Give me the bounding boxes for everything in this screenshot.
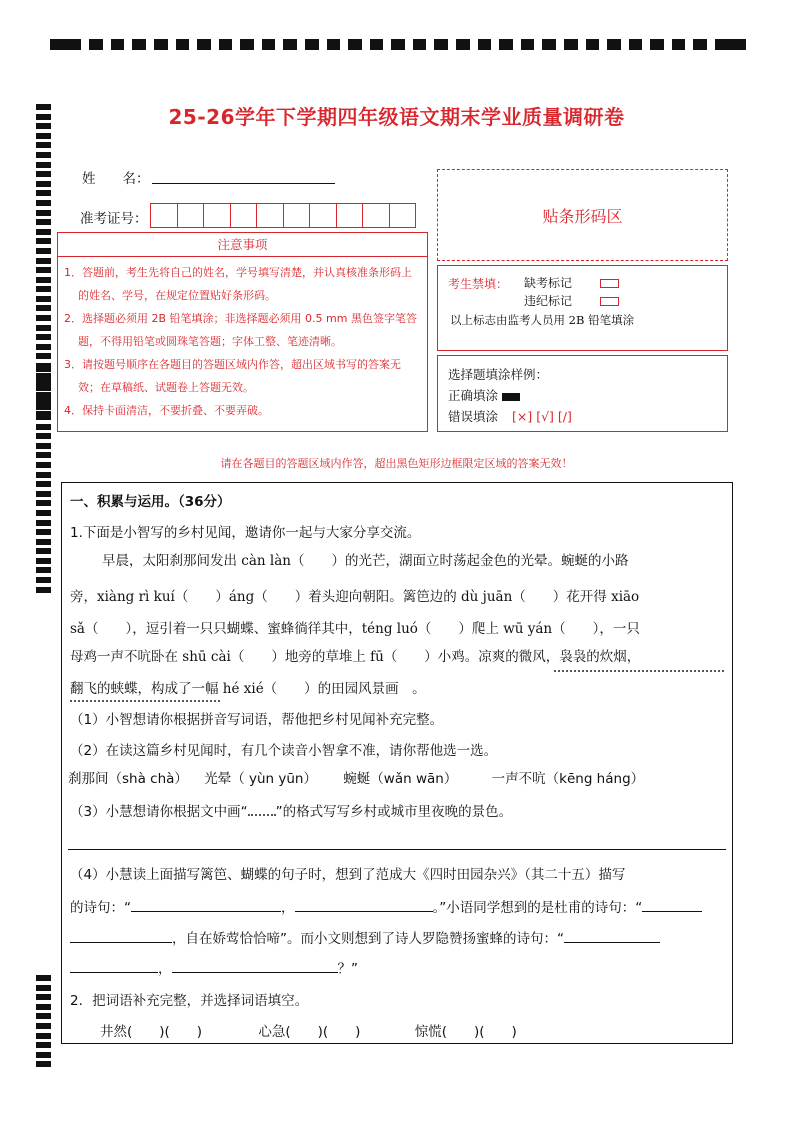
wavy-underline-2 [70, 694, 220, 702]
notice-item-4: 4．保持卡面清洁，不要折叠、不要弄破。 [64, 404, 269, 417]
notice-item-1: 1．答题前，考生先将自己的姓名，学号填写清楚，并认真核准条形码上的姓名、学号，在规定位置贴好条形码。 [64, 266, 412, 302]
poem-blank-1[interactable] [131, 911, 281, 912]
poem-blank-5[interactable] [172, 972, 338, 973]
forbid-note: 以上标志由监考人员用 2B 铅笔填涂 [450, 313, 635, 327]
left-timing-marks-2 [36, 366, 51, 596]
poem-blank-2[interactable] [295, 911, 433, 912]
wavy-sample-mark [248, 814, 276, 816]
exam-title: 25-26学年下学期四年级语文期末学业质量调研卷 [168, 105, 625, 129]
correct-fill-label: 正确填涂 [448, 388, 499, 403]
examiner-only-panel [437, 265, 728, 351]
sub4-text-2: ， [281, 900, 295, 916]
sub-question-4-line-2 [70, 896, 724, 916]
fill-word-3[interactable]: 惊慌( )( ) [414, 1024, 517, 1040]
sub-question-3-text-b: ”的格式写写乡村或城市里夜晚的景色。 [275, 804, 513, 820]
question-2: 2．把词语补充完整，并选择词语填空。 [70, 993, 309, 1009]
passage-line-4: 母鸡一声不吭卧在 shū cài（ ）地旁的草堆上 fū（ ）小鸡。凉爽的微风，袅袅的炊烟， [70, 649, 641, 665]
pron-option-4[interactable]: 一声不吭（kēng háng） [491, 771, 645, 787]
id-number-cells[interactable] [151, 203, 416, 228]
fill-words-row [100, 1020, 724, 1040]
wrong-fill-marks: [×] [√] [/] [512, 409, 572, 424]
violation-mark-box[interactable] [600, 297, 619, 306]
sub4-text-5: ， [158, 961, 172, 977]
answer-box-section-1 [61, 482, 733, 1044]
notice-item-2: 2．选择题必须用 2B 铅笔填涂；非选择题必须用 0.5 mm 黑色签字笔答题，不得用铅笔或圆珠笔答题；字体工整、笔迹清晰。 [64, 312, 417, 348]
sub-question-4-line-1: （4）小慧读上面描写篱笆、蝴蝶的句子时，想到了范成大《四时田园杂兴》（其二十五）描写 [70, 867, 626, 883]
fill-word-2[interactable]: 心急( )( ) [258, 1024, 361, 1040]
name-field[interactable] [152, 183, 335, 184]
poem-blank-4b[interactable] [70, 972, 158, 973]
sub-question-4-line-4 [70, 957, 724, 977]
sub-question-4-line-3 [70, 927, 724, 947]
passage-line-1: 早晨，太阳刹那间发出 càn làn（ ）的光芒，湖面立时荡起金色的光晕。蜿蜒的小路 [102, 553, 629, 569]
forbid-label: 考生禁填： [448, 277, 509, 291]
section-heading: 一、积累与运用。（36分） [70, 494, 231, 510]
pron-option-1[interactable]: 刹那间（shà chà） [68, 771, 188, 787]
barcode-label: 贴条形码区 [542, 206, 623, 226]
question-1-intro: 1.下面是小智写的乡村见闻，邀请你一起与大家分享交流。 [70, 525, 421, 541]
passage-line-3: sǎ（ ），逗引着一只只蝴蝶、蜜蜂徜徉其中，téng luó（ ）爬上 wū yán（ ），一只 [70, 621, 640, 637]
sub-question-1: （1）小智想请你根据拼音写词语，帮他把乡村见闻补充完整。 [70, 712, 444, 728]
passage-line-5: 翻飞的蛱蝶，构成了一幅 hé xié（ ）的田园风景画 。 [70, 681, 426, 697]
notice-heading: 注意事项 [58, 233, 427, 257]
answer-line-sub3[interactable] [68, 849, 726, 850]
answer-area-warning: 请在各题目的答题区域内作答，超出黑色矩形边框限定区域的答案无效！ [220, 457, 573, 470]
pron-option-3[interactable]: 蜿蜒（wǎn wān） [343, 771, 458, 787]
top-timing-marks [50, 39, 746, 50]
sub4-text-3: 。”小语同学想到的是杜甫的诗句：“ [432, 900, 643, 916]
notice-item-3: 3．请按题号顺序在各题目的答题区域内作答，超出区域书写的答案无效；在草稿纸、试题卷上答题无效。 [64, 358, 401, 394]
fill-word-1[interactable]: 井然( )( ) [100, 1024, 203, 1040]
sample-heading: 选择题填涂样例： [448, 367, 549, 382]
barcode-area [437, 169, 728, 261]
poem-blank-3b[interactable] [70, 942, 172, 943]
fill-sample-panel [437, 355, 728, 432]
sub4-text-1: 的诗句：“ [70, 900, 131, 916]
name-label: 姓 名： [82, 171, 150, 187]
notice-panel [57, 232, 428, 432]
sub4-text-6: ？” [337, 961, 358, 977]
wrong-fill-label: 错误填涂 [448, 409, 499, 424]
sub-question-3-text-a: （3）小慧想请你根据文中画“ [70, 804, 248, 820]
violation-label: 违纪标记 [524, 294, 573, 308]
sub-question-2: （2）在读这篇乡村见闻时，有几个读音小智拿不准，请你帮他选一选。 [70, 743, 498, 759]
absent-mark-box[interactable] [600, 279, 619, 288]
sub4-text-4: ，自在娇莺恰恰啼”。而小文则想到了诗人罗隐赞扬蜜蜂的诗句：“ [172, 931, 564, 947]
correct-fill-mark [502, 393, 520, 401]
poem-blank-4[interactable] [564, 942, 660, 943]
absent-label: 缺考标记 [524, 276, 573, 290]
poem-blank-3[interactable] [642, 911, 702, 912]
wavy-underline-1 [554, 664, 724, 672]
passage-line-2: 旁，xiàng rì kuí（ ）áng（ ）着头迎向朝阳。篱笆边的 dù juān（ ）花开得 xiāo [70, 589, 640, 605]
pronunciation-options [68, 767, 724, 787]
sub-question-3 [70, 800, 724, 820]
id-label: 准考证号： [80, 211, 148, 227]
left-timing-marks-3 [36, 975, 51, 1071]
pron-option-2[interactable]: 光晕（ yùn yūn） [204, 771, 317, 787]
